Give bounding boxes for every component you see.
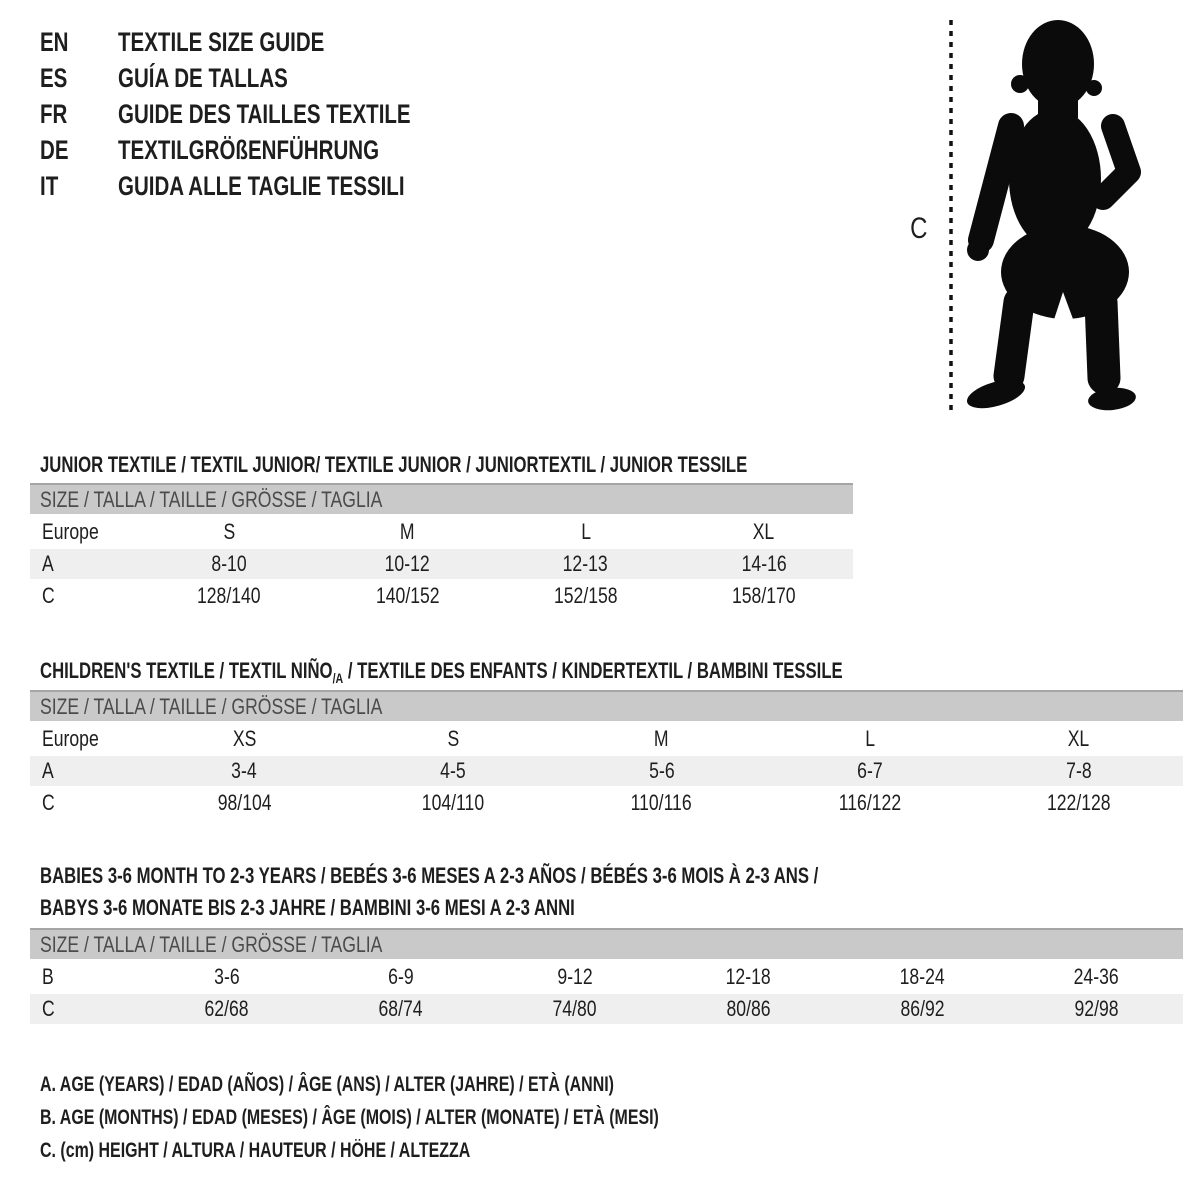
size-cell: 74/80 [552,996,597,1021]
legend [40,1068,854,1167]
size-cell: M [400,519,415,544]
table-row-b [30,962,1183,992]
size-cell: S [223,519,235,544]
babies-section-title: BABIES 3-6 MONTH TO 2-3 YEARS / BEBÉS 3-6 MESES A 2-3 AÑOS / BÉBÉS 3-6 MOIS À 2-3 ANS / BABYS 3-6 MONATE BIS 2-3 JAHRE / BAMBINI 3-6 MESI A 2-3 ANNI [40,863,819,921]
size-cell: 6-7 [857,758,883,783]
table-row-c [30,994,1183,1024]
height-measure-label: C [910,212,928,245]
table-row-c [30,581,853,611]
row-label: Europe [42,726,99,751]
lang-code: IT [40,170,59,201]
table-row-a [30,549,853,579]
lang-code: ES [40,62,68,93]
size-cell: 9-12 [556,964,593,989]
legend-age-months: B. AGE (MONTHS) / EDAD (MESES) / ÂGE (MOIS) / ALTER (MONATE) / ETÀ (MESI) [40,1105,659,1129]
lang-row-fr [40,96,503,132]
size-cell: M [654,726,669,751]
size-cell: 12-13 [563,551,609,576]
lang-code: FR [40,98,68,129]
size-cell: 5-6 [648,758,675,783]
guide-title-fr: GUIDE DES TAILLES TEXTILE [118,98,411,129]
children-section-title: CHILDREN'S TEXTILE / TEXTIL $NIÑO_{/A}$ / TEXTILE DES ENFANTS / KINDERTEXTIL / BAMBINI TESSILE [40,658,843,687]
size-cell: 140/152 [375,583,440,608]
size-cell: 10-12 [384,551,430,576]
language-title-list [40,24,503,204]
size-cell: 98/104 [217,790,272,815]
size-cell: XL [753,519,775,544]
lang-code: EN [40,26,69,57]
toddler-body [964,20,1137,414]
lang-row-en [40,24,503,60]
row-label: A [42,758,54,783]
size-cell: S [447,726,459,751]
size-cell: 152/158 [553,583,618,608]
size-cell: 3-6 [214,964,240,989]
size-cell: XL [1067,726,1090,751]
row-label: A [42,551,54,576]
toddler-silhouette-svg [905,14,1155,426]
size-header-bar: SIZE / TALLA / TAILLE / GRÖSSE / TAGLIA [30,690,1183,721]
size-cell: 7-8 [1065,758,1092,783]
size-cell: XS [232,726,257,751]
size-cell: 8-10 [211,551,247,576]
lang-row-es [40,60,503,96]
size-cell: 6-9 [388,964,414,989]
size-cell: 12-18 [725,964,771,989]
size-cell: L [580,519,591,544]
size-header-bar: SIZE / TALLA / TAILLE / GRÖSSE / TAGLIA [30,483,853,514]
guide-title-en: TEXTILE SIZE GUIDE [118,26,325,57]
size-cell: 86/92 [900,996,945,1021]
guide-title-de: TEXTILGRÖßENFÜHRUNG [118,134,380,165]
guide-title-es: GUÍA DE TALLAS [118,62,288,93]
row-label: B [42,964,54,989]
table-row-europe [30,517,853,547]
row-label: Europe [42,519,99,544]
lang-code: DE [40,134,69,165]
size-cell: L [865,726,875,751]
nino-a-subscript: /A [332,670,344,687]
size-header-bar: SIZE / TALLA / TAILLE / GRÖSSE / TAGLIA [30,928,1183,959]
size-cell: 62/68 [204,996,249,1021]
table-row-europe [30,724,1183,754]
size-cell: 14-16 [741,551,787,576]
table-row-a [30,756,1183,786]
babies-size-table [30,928,1183,1026]
legend-height-cm: C. (cm) HEIGHT / ALTURA / HAUTEUR / HÖHE / ALTEZZA [40,1138,471,1162]
lang-row-de [40,132,503,168]
legend-age-years: A. AGE (YEARS) / EDAD (AÑOS) / ÂGE (ANS) / ALTER (JAHRE) / ETÀ (ANNI) [40,1072,614,1096]
size-cell: 92/98 [1074,996,1119,1021]
size-cell: 116/122 [838,790,902,815]
size-cell: 24-36 [1073,964,1119,989]
guide-title-it: GUIDA ALLE TAGLIE TESSILI [118,170,405,201]
size-cell: 18-24 [899,964,945,989]
toddler-silhouette [905,14,1155,426]
junior-section-title: JUNIOR TEXTILE / TEXTIL JUNIOR/ TEXTILE JUNIOR / JUNIORTEXTIL / JUNIOR TESSILE [40,452,748,478]
size-cell: 4-5 [440,758,466,783]
size-cell: 104/110 [421,790,485,815]
row-label: C [42,583,55,608]
row-label: C [42,790,55,815]
row-label: C [42,996,55,1021]
size-cell: 110/116 [630,790,692,815]
size-cell: 3-4 [231,758,258,783]
lang-row-it [40,168,503,204]
junior-size-table [30,483,853,613]
size-cell: 128/140 [197,583,261,608]
size-cell: 80/86 [726,996,771,1021]
size-cell: 122/128 [1046,790,1111,815]
size-cell: 68/74 [378,996,423,1021]
size-cell: 158/170 [732,583,796,608]
table-row-c [30,788,1183,818]
children-size-table [30,690,1183,820]
